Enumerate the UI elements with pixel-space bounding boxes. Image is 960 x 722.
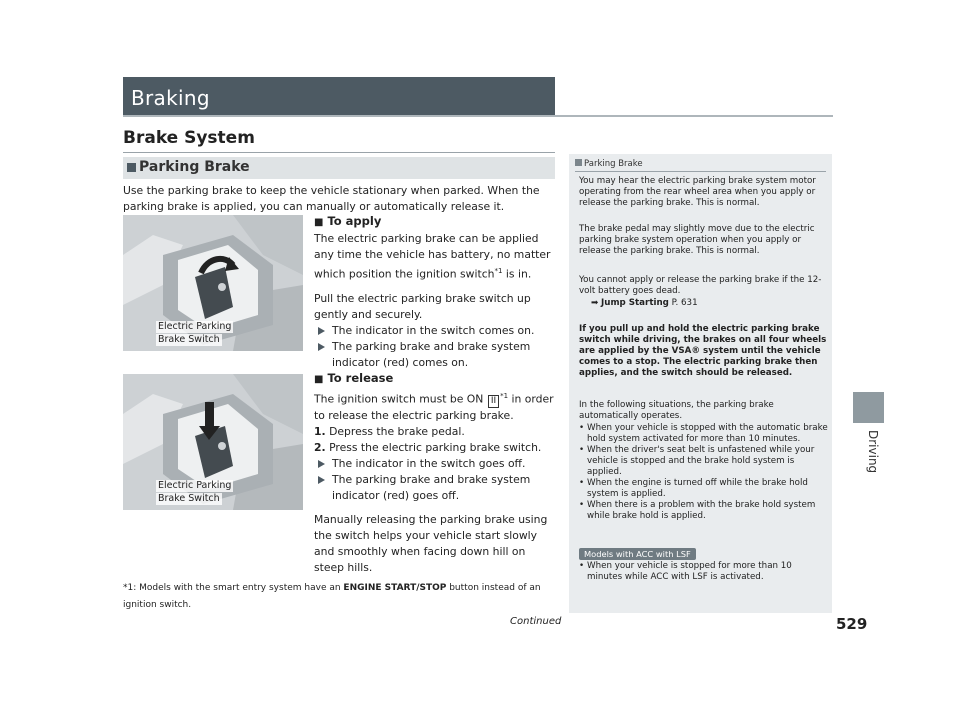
reference-arrow-icon: ➡ (591, 298, 599, 308)
list-item: • When your vehicle is stopped with the automatic brake hold system activated for more than 10 minutes. (579, 423, 829, 445)
list-item: • When your vehicle is stopped for more than 10 minutes while ACC with LSF is activated. (579, 561, 829, 583)
step-number: 2. (314, 440, 326, 454)
apply-result-1 (314, 323, 556, 339)
note-reference[interactable] (579, 298, 841, 309)
chapter-tab (846, 430, 891, 500)
list-item: • When there is a problem with the brake hold system while brake hold is applied. (579, 500, 829, 522)
square-bullet-icon: ■ (314, 374, 324, 385)
ignition-position-badge: II (488, 395, 499, 408)
arrow-right-icon (318, 476, 325, 484)
parking-brake-release-image (123, 374, 303, 510)
release-para1 (314, 388, 556, 424)
apply-result-2 (314, 339, 556, 355)
photo-label-line2: Brake Switch (158, 334, 220, 345)
release-para2: Manually releasing the parking brake using the switch helps your vehicle start slowly and smoothly when facing down hill on steep hills. (314, 512, 548, 574)
apply-para1 (314, 231, 556, 283)
square-bullet-icon (127, 163, 136, 172)
section-header (123, 77, 555, 115)
apply-para1-text: The electric parking brake can be applied any time the vehicle has battery, no matter which position the ignition switch (314, 232, 551, 281)
release-heading (314, 370, 556, 388)
photo-label-line2: Brake Switch (158, 493, 220, 504)
footnote-ref: *1 (494, 267, 503, 275)
apply-result-2-cont: indicator (red) comes on. (332, 355, 469, 369)
note-heading (575, 159, 643, 169)
spacer (314, 283, 556, 291)
note-warning (579, 324, 829, 379)
footnote-ref: *1 (500, 392, 509, 400)
square-bullet-icon: ■ (314, 217, 324, 228)
release-section (314, 370, 556, 576)
note-rule (575, 171, 826, 172)
arrow-right-icon (318, 460, 325, 468)
spacer (314, 504, 556, 512)
reference-page: P. 631 (671, 298, 698, 308)
reference-title: Jump Starting (601, 298, 669, 308)
apply-para2: Pull the electric parking brake switch up gently and securely. (314, 291, 531, 321)
page-number: 529 (836, 615, 868, 633)
release-step-2-text: Press the electric parking brake switch. (329, 440, 542, 454)
apply-heading (314, 213, 556, 231)
release-step-2 (314, 440, 556, 456)
apply-result-1-text: The indicator in the switch comes on. (332, 323, 535, 337)
apply-para1-end: is in. (502, 267, 532, 281)
arrow-right-icon (318, 327, 325, 335)
apply-result-2-text: The parking brake and brake system (332, 339, 531, 353)
continued-label: Continued (510, 616, 562, 627)
footnote-text: *1: Models with the smart entry system have an (123, 583, 344, 593)
list-item: • When the driver's seat belt is unfastened while your vehicle is stopped and the brake hold system is applied. (579, 445, 829, 478)
subsection-title: Parking Brake (139, 159, 250, 175)
note-para4: In the following situations, the parking brake automatically operates. (579, 400, 774, 421)
release-result-1-text: The indicator in the switch goes off. (332, 456, 526, 470)
note-para3: You cannot apply or release the parking brake if the 12-volt battery goes dead. (579, 275, 822, 296)
photo-label-line1: Electric Parking (158, 321, 232, 332)
intro-text: Use the parking brake to keep the vehicle stationary when parked. When the parking brake is applied, you can manually or automatically release it. (123, 184, 540, 213)
section-title: Braking (131, 86, 210, 110)
note-icon (575, 159, 582, 166)
apply-title: To apply (327, 214, 382, 228)
footnote-text-end: button instead of an ignition switch. (123, 583, 541, 610)
subsection-header (123, 157, 555, 179)
page-title: Brake System (123, 128, 255, 148)
note-para1: You may hear the electric parking brake system motor operating from the rear wheel area when you apply or release the parking brake. This is normal. (579, 176, 816, 208)
header-rule (123, 115, 833, 117)
chapter-tab-marker (853, 392, 884, 423)
note-heading-text: Parking Brake (584, 159, 643, 169)
release-step-1 (314, 424, 556, 440)
release-result-2 (314, 472, 556, 488)
release-para1-text: The ignition switch must be ON (314, 392, 487, 406)
release-step-1-text: Depress the brake pedal. (329, 424, 465, 438)
note-para2: The brake pedal may slightly move due to the electric parking brake system operation when you apply or release the parking brake. This is normal. (579, 224, 815, 256)
step-number: 1. (314, 424, 326, 438)
footnote (123, 580, 555, 614)
arrow-right-icon (318, 343, 325, 351)
parking-brake-apply-image (123, 215, 303, 351)
chapter-tab-label: Driving (866, 430, 880, 474)
release-result-1 (314, 456, 556, 472)
note-acc-bullet (579, 561, 829, 583)
title-rule (123, 152, 555, 153)
release-result-2-cont: indicator (red) goes off. (332, 488, 460, 502)
release-para1-end: in order to release the electric parking brake. (314, 392, 554, 422)
note-warning-text: If you pull up and hold the electric parking brake switch while driving, the brakes on all four wheels are applied by the VSA® system until the vehicle comes to a stop. The electric parking brake then applies, and the switch should be released. (579, 324, 827, 378)
note-bullet-list (579, 423, 829, 522)
model-badge: Models with ACC with LSF (579, 548, 696, 560)
apply-section (314, 213, 556, 371)
sidebar-note (569, 154, 832, 613)
list-item: • When the engine is turned off while the brake hold system is applied. (579, 478, 829, 500)
footnote-bold: ENGINE START/STOP (343, 583, 447, 593)
photo-label-line1: Electric Parking (158, 480, 232, 491)
release-result-2-text: The parking brake and brake system (332, 472, 531, 486)
release-title: To release (327, 371, 394, 385)
